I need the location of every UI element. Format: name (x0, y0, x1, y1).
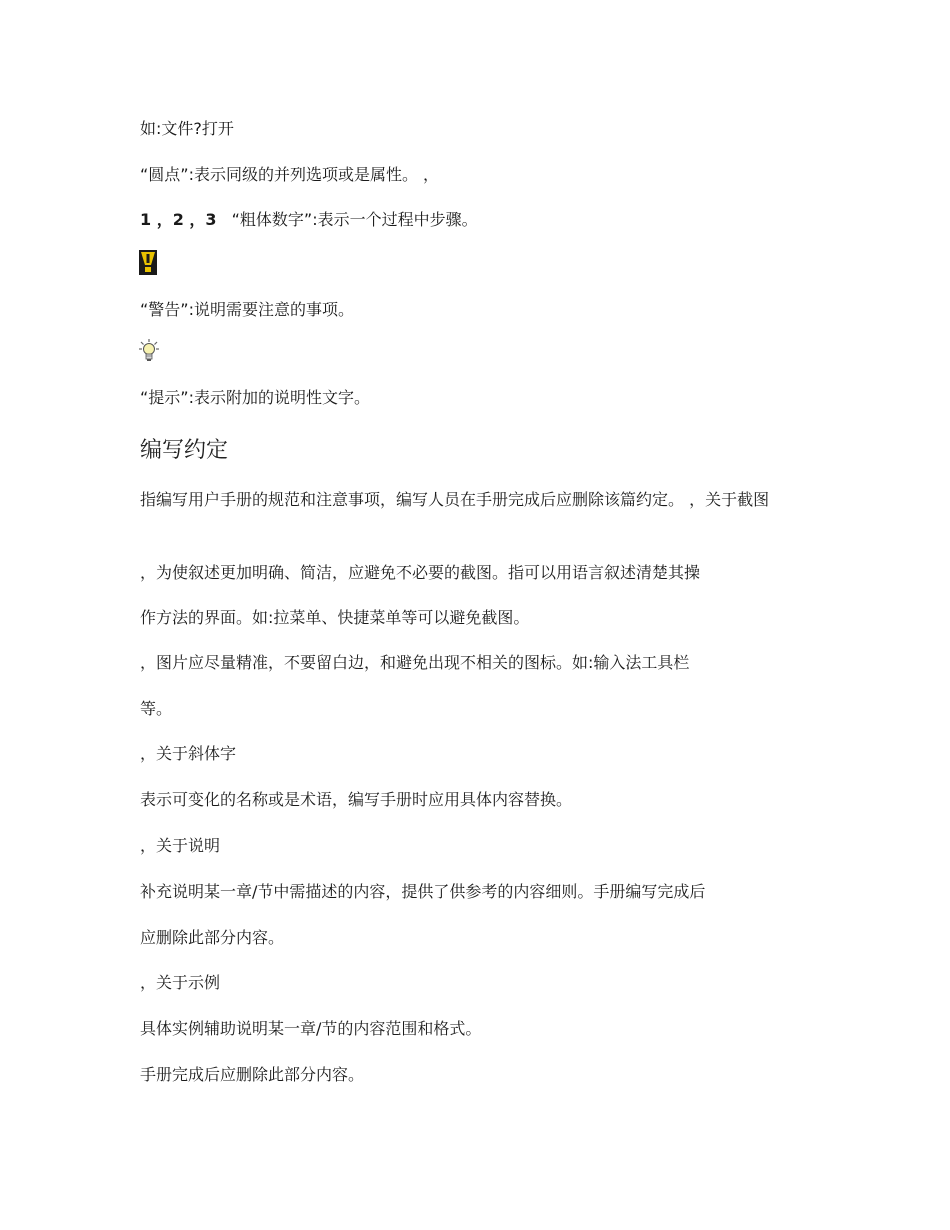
paragraph: 应删除此部分内容。 (140, 928, 285, 947)
lightbulb-icon (139, 339, 159, 367)
paragraph: 手册完成后应删除此部分内容。 (140, 1065, 365, 1084)
paragraph: 指编写用户手册的规范和注意事项，编写人员在手册完成后应删除该篇约定。 ，关于截图 (140, 490, 770, 509)
paragraph: ，图片应尽量精准，不要留白边，和避免出现不相关的图标。如:输入法工具栏 (140, 653, 690, 672)
paragraph: 等。 (140, 699, 173, 718)
paragraph: ，关于说明 (140, 836, 221, 855)
dot-convention-text: “圆点”:表示同级的并列选项或是属性。 ， (140, 165, 440, 184)
paragraph: 表示可变化的名称或是术语，编写手册时应用具体内容替换。 (140, 790, 573, 809)
numbers-convention (140, 208, 810, 232)
bold-numbers: 1 ，2 ，3 (140, 210, 217, 229)
paragraph: 补充说明某一章/节中需描述的内容，提供了供参考的内容细则。手册编写完成后 (140, 882, 706, 901)
warning-convention-text: “警告”:说明需要注意的事项。 (140, 300, 354, 319)
paragraph: ，关于示例 (140, 973, 221, 992)
tip-convention-text: “提示”:表示附加的说明性文字。 (140, 388, 370, 407)
section-title: 编写约定 (140, 438, 229, 463)
warning-icon (139, 250, 157, 279)
numbers-convention-text: “粗体数字”:表示一个过程中步骤。 (231, 210, 478, 229)
paragraph: ，关于斜体字 (140, 744, 237, 763)
paragraph: ，为使叙述更加明确、简洁，应避免不必要的截图。指可以用语言叙述清楚其操 (140, 563, 701, 582)
menu-example-text: 如:文件?打开 (140, 119, 234, 138)
paragraph: 具体实例辅助说明某一章/节的内容范围和格式。 (140, 1019, 482, 1038)
paragraph: 作方法的界面。如:拉菜单、快捷菜单等可以避免截图。 (140, 608, 530, 627)
